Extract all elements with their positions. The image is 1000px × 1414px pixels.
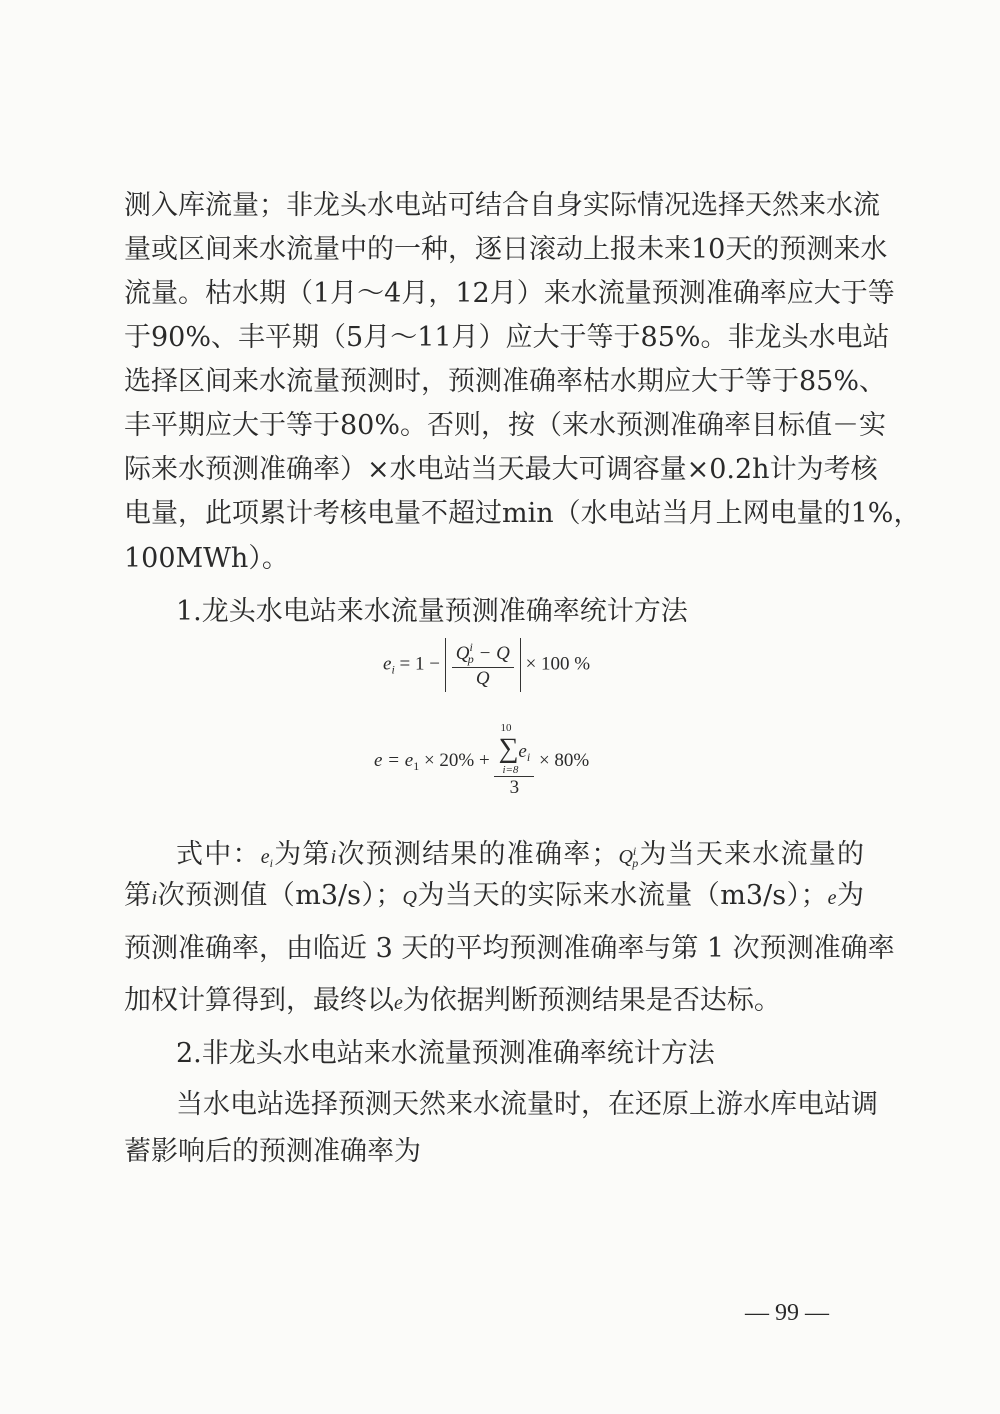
paragraph2-line-1: 当水电站选择预测天然来水流量时，在还原上游水库电站调	[176, 1089, 878, 1120]
paragraph1-line-6: 丰平期应大于等于80%。否则，按（来水预测准确率目标值－实	[124, 410, 887, 441]
section2-heading: 2.非龙头水电站来水流量预测准确率统计方法	[176, 1038, 715, 1069]
symbol-qpi: Q	[618, 846, 633, 868]
formula1-lhs: e	[383, 653, 392, 675]
formula2-tail: × 80%	[534, 749, 590, 771]
sum-term: e	[518, 741, 527, 762]
paragraph1-line-3: 流量。枯水期（1月～4月，12月）来水流量预测准确率应大于等	[124, 278, 895, 309]
paragraph1-line-9: 100MWh）。	[124, 543, 289, 574]
sigma-icon: ∑	[498, 733, 519, 764]
formula1-abs	[445, 638, 521, 692]
formula2-fraction	[494, 724, 534, 799]
explain-line-3: 预测准确率，由临近 3 天的平均预测准确率与第 1 次预测准确率	[124, 933, 895, 964]
formula1-numerator: $Q^i_p - Q$	[455, 640, 510, 666]
sum-upper-limit: 10	[500, 722, 512, 734]
paragraph1-line-5: 选择区间来水流量预测时，预测准确率枯水期应大于等于85%、	[124, 366, 887, 397]
formula-accuracy-weighted	[374, 724, 589, 799]
paragraph2-line-2: 蓄影响后的预测准确率为	[124, 1136, 421, 1167]
paragraph1-line-7: 际来水预测准确率）×水电站当天最大可调容量×0.2h计为考核	[124, 454, 878, 485]
formula1-lhs-sub: i	[391, 662, 395, 677]
paragraph1-line-2: 量或区间来水流量中的一种，逐日滚动上报未来10天的预测来水	[124, 234, 888, 265]
formula2-denominator: 3	[494, 776, 534, 799]
sum-lower-limit: i=8	[502, 764, 519, 776]
formula1-eq: = 1 −	[399, 653, 440, 675]
symbol-ei: e	[260, 846, 270, 868]
formula-accuracy-single	[383, 638, 590, 692]
formula2-mid: × 20% +	[419, 749, 495, 771]
section1-heading: 1.龙头水电站来水流量预测准确率统计方法	[176, 596, 688, 627]
explain-line-4: 加权计算得到，最终以e为依据判断预测结果是否达标。	[124, 985, 781, 1016]
explain-line-1: 式中：$e_i$为第i次预测结果的准确率；$Q^i_p$为当天来水流量的	[176, 839, 865, 870]
paragraph1-line-4: 于90%、丰平期（5月～11月）应大于等于85%。非龙头水电站	[124, 322, 890, 353]
formula1-fraction	[452, 640, 514, 690]
explain-line-2: 第i次预测值（m3/s）；Q为当天的实际来水流量（m3/s）；e为	[124, 880, 865, 911]
formula1-tail: × 100 %	[525, 653, 591, 675]
formula2-lhs: e = e	[374, 749, 414, 771]
symbol-e: e	[827, 887, 837, 909]
paragraph1-line-1: 测入库流量；非龙头水电站可结合自身实际情况选择天然来水流	[124, 190, 880, 221]
formula1-denominator: Q	[452, 667, 514, 690]
paragraph1-line-8: 电量，此项累计考核电量不超过min（水电站当月上网电量的1%，	[124, 498, 921, 529]
page-number: — 99 —	[745, 1300, 829, 1326]
formula2-numerator: 10 $\sum e_i$ i=8	[498, 722, 531, 776]
formula2-lhs-sub: 1	[413, 758, 420, 773]
symbol-q: Q	[402, 887, 417, 909]
